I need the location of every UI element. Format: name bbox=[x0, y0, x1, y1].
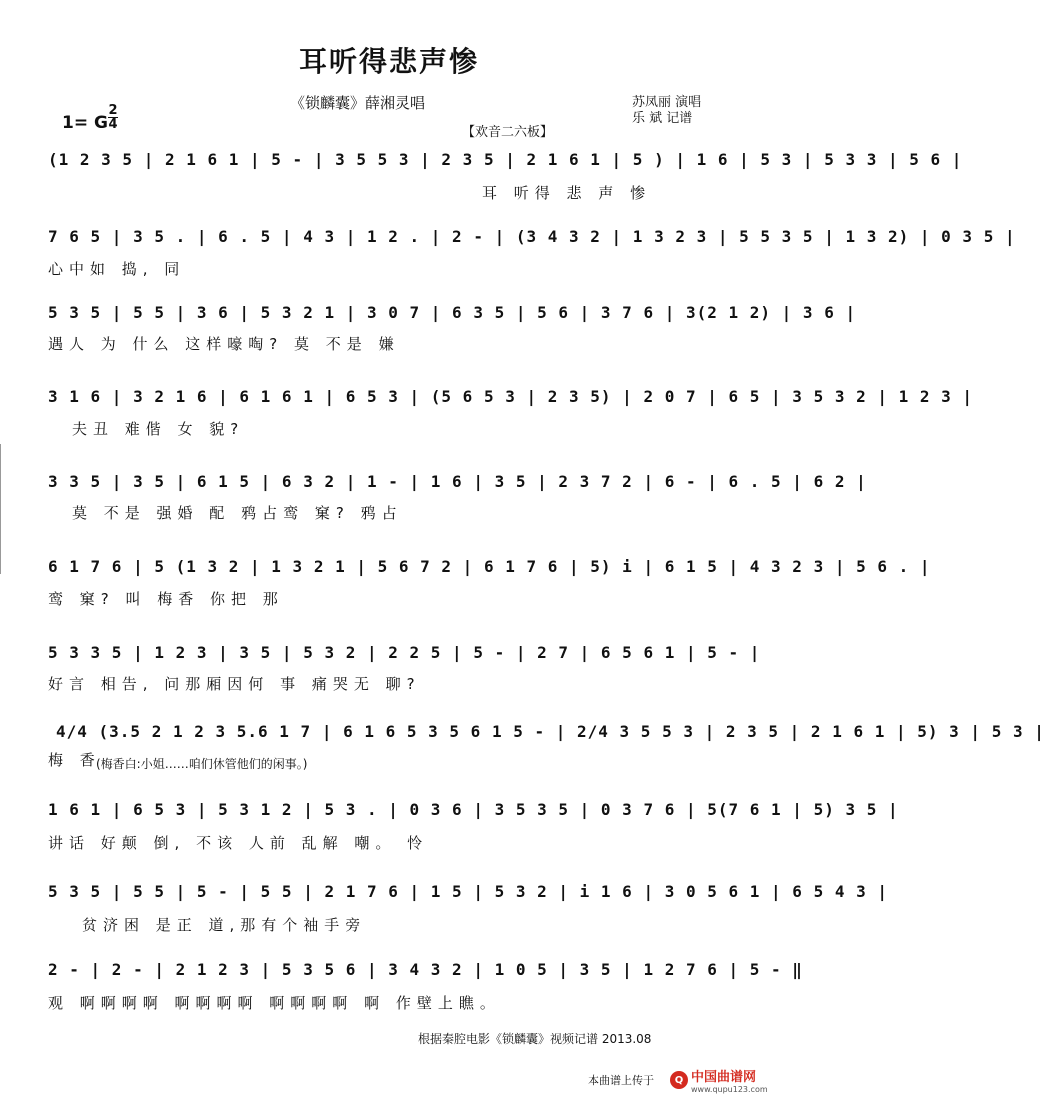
score-row-11-lyrics: 观 啊啊啊啊 啊啊啊啊 啊啊啊啊 啊 作壁上瞧。 bbox=[48, 994, 501, 1012]
key-signature: 1= G bbox=[62, 113, 108, 133]
score-row-9-lyrics: 讲话 好颠 倒, 不该 人前 乱解 嘲。 怜 bbox=[48, 834, 429, 852]
score-row-11-notes: 2 - | 2 - | 2 1 2 3 | 5 3 5 6 | 3 4 3 2 | 1 0 5 | 3 5 | 1 2 7 6 | 5 - ‖ bbox=[48, 960, 803, 979]
score-row-7-notes: 5 3 3 5 | 1 2 3 | 3 5 | 5 3 2 | 2 2 5 | 5 - | 2 7 | 6 5 6 1 | 5 - | bbox=[48, 643, 761, 662]
score-row-8-lyrics: 梅 香 bbox=[48, 751, 101, 769]
tempo-marking: 【欢音二六板】 bbox=[462, 125, 554, 140]
score-row-10-notes: 5 3 5 | 5 5 | 5 - | 5 5 | 2 1 7 6 | 1 5 | 5 3 2 | i 1 6 | 3 0 5 6 1 | 6 5 4 3 | bbox=[48, 882, 888, 901]
meter-top: 2 bbox=[108, 103, 118, 118]
score-row-3-lyrics: 遇人 为 什么 这样嚎啕? 莫 不是 嫌 bbox=[48, 335, 400, 353]
site-logo[interactable] bbox=[670, 1066, 768, 1094]
source-note: 根据秦腔电影《锁麟囊》视频记谱 2013.08 bbox=[418, 1032, 652, 1046]
score-row-5-lyrics: 莫 不是 强婚 配 鸦占鸾 窠? 鸦占 bbox=[72, 504, 403, 522]
score-row-2-lyrics: 心中如 捣, 同 bbox=[48, 260, 186, 278]
score-row-10-lyrics: 贫济困 是正 道,那有个袖手旁 bbox=[82, 916, 367, 934]
margin-line bbox=[0, 444, 1, 574]
dialogue-note: (梅香白:小姐……咱们休管他们的闲事。) bbox=[96, 757, 308, 771]
page-title: 耳听得悲声惨 bbox=[298, 45, 479, 78]
score-row-2-notes: 7 6 5 | 3 5 . | 6 . 5 | 4 3 | 1 2 . | 2 - | (3 4 3 2 | 1 3 2 3 | 5 5 3 5 | 1 3 2) | 0 3 5 | bbox=[48, 227, 1016, 246]
logo-url: www.qupu123.com bbox=[691, 1085, 768, 1094]
subtitle: 《锁麟囊》薛湘灵唱 bbox=[290, 94, 426, 112]
score-row-3-notes: 5 3 5 | 5 5 | 3 6 | 5 3 2 1 | 3 0 7 | 6 3 5 | 5 6 | 3 7 6 | 3(2 1 2) | 3 6 | bbox=[48, 303, 857, 322]
logo-text: 中国曲谱网 bbox=[691, 1070, 757, 1085]
score-row-5-notes: 3 3 5 | 3 5 | 6 1 5 | 6 3 2 | 1 - | 1 6 | 3 5 | 2 3 7 2 | 6 - | 6 . 5 | 6 2 | bbox=[48, 472, 867, 491]
upload-note: 本曲谱上传于 bbox=[588, 1074, 654, 1087]
time-signature bbox=[108, 104, 118, 131]
singer-credit: 苏凤丽 演唱 bbox=[632, 95, 702, 110]
score-row-6-lyrics: 鸾 窠? 叫 梅香 你把 那 bbox=[48, 590, 284, 608]
meter-bottom: 4 bbox=[108, 117, 118, 132]
logo-icon: Q bbox=[670, 1071, 688, 1089]
score-row-4-notes: 3 1 6 | 3 2 1 6 | 6 1 6 1 | 6 5 3 | (5 6 5 3 | 2 3 5) | 2 0 7 | 6 5 | 3 5 3 2 | 1 2 3 | bbox=[48, 387, 974, 406]
score-row-7-lyrics: 好言 相告, 问那厢因何 事 痛哭无 聊? bbox=[48, 675, 421, 693]
score-row-1-lyrics: 耳 听得 悲 声 惨 bbox=[482, 184, 652, 202]
score-row-4-lyrics: 夫丑 难偕 女 貌? bbox=[72, 420, 245, 438]
score-row-1-notes: (1 2 3 5 | 2 1 6 1 | 5 - | 3 5 5 3 | 2 3 5 | 2 1 6 1 | 5 ) | 1 6 | 5 3 | 5 3 3 | 5 6 | bbox=[48, 150, 963, 169]
notator-credit: 乐 斌 记谱 bbox=[632, 111, 693, 126]
score-row-6-notes: 6 1 7 6 | 5 (1 3 2 | 1 3 2 1 | 5 6 7 2 | 6 1 7 6 | 5) i | 6 1 5 | 4 3 2 3 | 5 6 . | bbox=[48, 557, 931, 576]
score-row-9-notes: 1 6 1 | 6 5 3 | 5 3 1 2 | 5 3 . | 0 3 6 | 3 5 3 5 | 0 3 7 6 | 5(7 6 1 | 5) 3 5 | bbox=[48, 800, 899, 819]
score-row-8-notes: 4/4 (3.5 2 1 2 3 5.6 1 7 | 6 1 6 5 3 5 6 1 5 - | 2/4 3 5 5 3 | 2 3 5 | 2 1 6 1 | 5) 3 | 5 3 | bbox=[56, 722, 1045, 741]
